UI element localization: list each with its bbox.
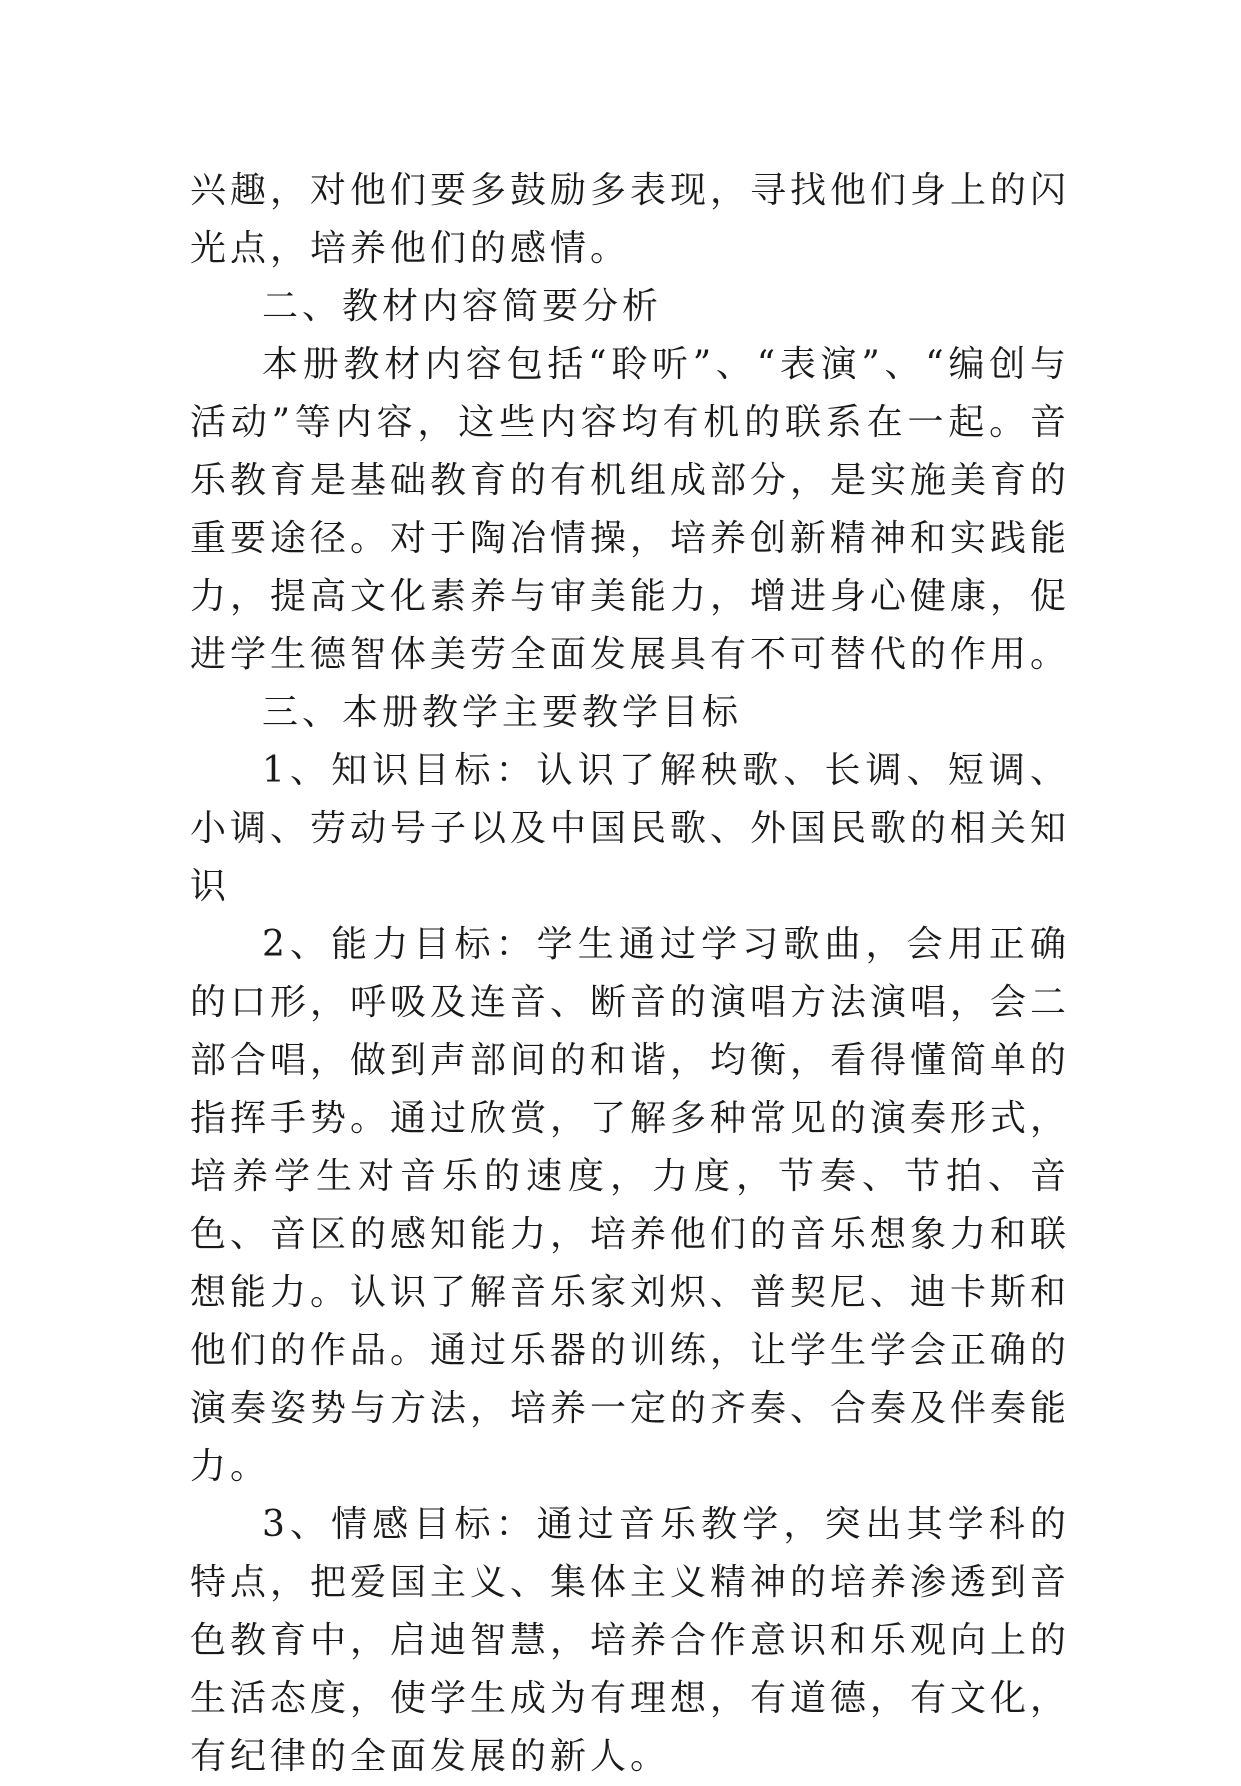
paragraph-knowledge-goal: 1、知识目标：认识了解秧歌、长调、短调、小调、劳动号子以及中国民歌、外国民歌的相关知识 — [190, 750, 1071, 907]
paragraph-ability-goal: 2、能力目标：学生通过学习歌曲，会用正确的口形，呼吸及连音、断音的演唱方法演唱，会二部合唱，做到声部间的和谐，均衡，看得懂简单的指挥手势。通过欣赏，了解多种常见的演奏形式，培养学生对音乐的速度，力度，节奏、节拍、音色、音区的感知能力，培养他们的音乐想象力和联想能力。认识了解音乐家刘炽、普契尼、迪卡斯和他们的作品。通过乐器的训练，让学生学会正确的演奏姿势与方法，培养一定的齐奏、合奏及伴奏能力。 — [190, 924, 1071, 1487]
section-heading-teaching-goals: 三、本册教学主要教学目标 — [262, 692, 743, 733]
section-heading-textbook-analysis: 二、教材内容简要分析 — [262, 286, 663, 327]
document-body — [190, 162, 1070, 1786]
paragraph-continuation: 兴趣，对他们要多鼓励多表现，寻找他们身上的闪光点，培养他们的感情。 — [190, 170, 1071, 269]
paragraph-emotion-goal: 3、情感目标：通过音乐教学，突出其学科的特点，把爱国主义、集体主义精神的培养渗透到音色教育中，启迪智慧，培养合作意识和乐观向上的生活态度，使学生成为有理想，有道德，有文化，有纪律的全面发展的新人。 — [190, 1504, 1071, 1777]
paragraph-textbook-content: 本册教材内容包括“聆听”、“表演”、“编创与活动”等内容，这些内容均有机的联系在一起。音乐教育是基础教育的有机组成部分，是实施美育的重要途径。对于陶冶情操，培养创新精神和实践能力，提高文化素养与审美能力，增进身心健康，促进学生德智体美劳全面发展具有不可替代的作用。 — [190, 344, 1071, 675]
